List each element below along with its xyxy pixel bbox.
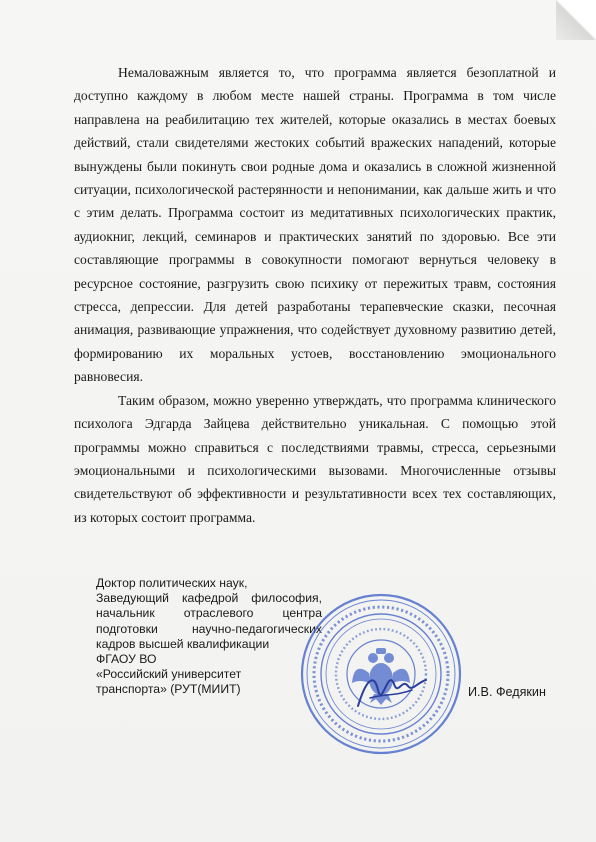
signer-name: И.В. Федякин xyxy=(468,685,546,699)
document-body xyxy=(74,61,556,529)
signature-block xyxy=(96,576,322,698)
signature-line-degree: Доктор политических наук, xyxy=(96,576,248,590)
handwritten-signature xyxy=(352,660,432,720)
paragraph-1: Немаловажным является то, что программа является безоплатной и доступно каждому в любом месте нашей страны. Программа в том числе направлена на реабилитацию тех жителей, которые оказались в местах боевых действий, стали свидетелями жестоких событий вражеских нападений, которые вынуждены были покинуть свои родные дома и оказались в сложной жизненной ситуации, психологической растерянности и непонимании, как дальше жить и что с этим делать. Программа состоит из медитативных психологических практик, аудиокниг, лекций, семинаров и практических занятий по здоровью. Все эти составляющие программы в совокупности помогают вернуться человеку в ресурсное состояние, разгрузить свою психику от пережитых травм, состояния стресса, депрессии. Для детей разработаны терапевческие сказки, песочная анимация, развивающие упражнения, что содействует духовному развитию детей, формированию их моральных устоев, восстановлению эмоционального равновесия. xyxy=(74,65,556,385)
signature-line-university-abbr: транспорта» (РУТ(МИИТ) xyxy=(96,682,241,697)
page-corner-fold xyxy=(556,0,596,40)
signature-line-org-type: ФГАОУ ВО xyxy=(96,652,157,667)
signature-line-position: Заведующий кафедрой философия, xyxy=(96,591,322,606)
signature-line-head: начальник отраслевого центра xyxy=(96,606,322,621)
paragraph-2: Таким образом, можно уверенно утверждать, что программа клинического психолога Эдгарда Зайцева действительно уникальная. С помощью этой программы можно справиться с последствиями травмы, стресса, серьезными эмоциональными и психологическими вызовами. Многочисленные отзывы свидетельствуют об эффективности и результативности всех тех составляющих, из которых состоит программа. xyxy=(74,392,556,525)
signature-line-qualification: кадров высшей квалификации xyxy=(96,636,270,651)
signature-line-university: «Российский университет xyxy=(96,667,242,682)
signature-line-training: подготовки научно-педагогических xyxy=(96,621,322,636)
